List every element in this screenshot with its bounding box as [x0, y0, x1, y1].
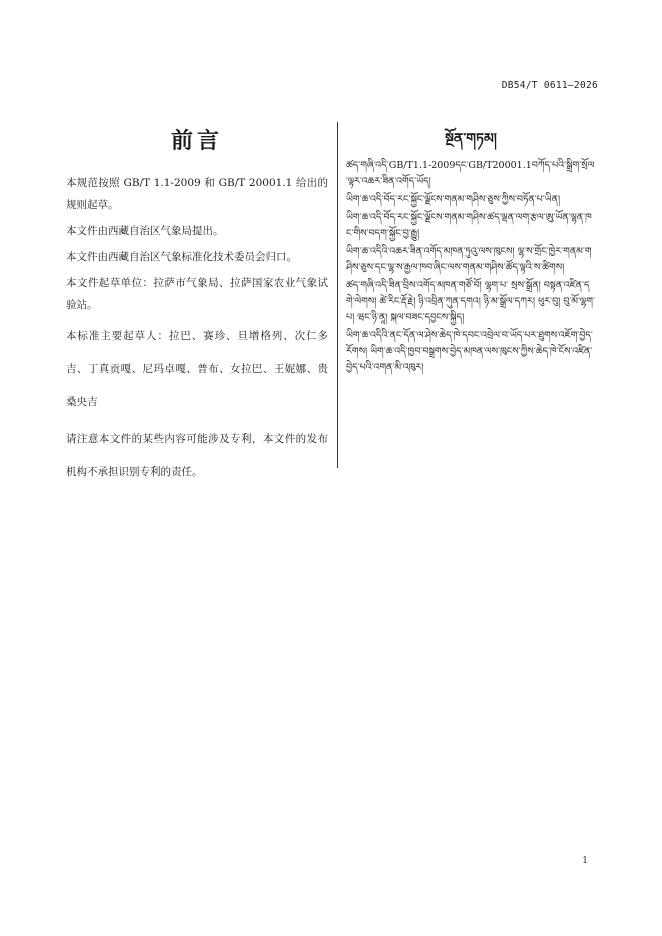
- chinese-column: [66, 122, 328, 493]
- paragraph-patent-notice: 请注意本文件的某些内容可能涉及专利，本文件的发布机构不承担识别专利的责任。: [66, 433, 328, 478]
- paragraph-drafting-units: 本文件起草单位：拉萨市气象局、拉萨国家农业气象试验站。: [66, 277, 328, 311]
- page-title-chinese: 前言: [170, 129, 223, 154]
- tibetan-paragraph-drafting-units: ཡིག་ཆ་འདིའི་འཆར་ཟིན་འགོད་མཁན་ཏུའུ་ལས་ཁུངས། ལྷ་ས་གྲོང་ཁྱེར་གནམ་གཤིས་ཅུས་དང་ལྷ་ས་རྒྱལ་ཁབ་ཞིང་ལས་གནམ་གཤིས་ཚོད་ལྟའི་ས་ཚིགས།: [346, 246, 592, 273]
- paragraph-proposer: 本文件由西藏自治区气象局提出。: [66, 225, 224, 237]
- column-divider: [337, 122, 338, 468]
- tibetan-paragraph-administrator: ཡིག་ཆ་འདི་བོད་རང་སྐྱོང་ལྗོངས་གནམ་གཤིས་ཚད་ལྡན་ལག་རྩལ་ཨུ་ཡོན་ལྷན་ཁང་གིས་བདག་སྐྱོང་བྱ་རྒྱུ།: [346, 212, 592, 239]
- document-code: DB54/T 0611—2026: [501, 80, 598, 91]
- tibetan-paragraph-drafters: ཚད་གཞི་འདི་ཟིན་བྲིས་འགོད་མཁན་གཙོ་བོ། ལྷག་པ་ སྲས་སྒྲོན། བསྟན་འཛིན་དགེ་ལེགས། ཚེ་རིང་རྡོ་རྗེ། ཉི་འབྲིན་ཀུན་དགའ། ཉི་མ་སྒྲོལ་དཀར། ཕུར་བུ། བུ་མོ་ལྷག་པ། ཝང་ཉི་ནཱ། སྐལ་བཟང་དབྱངས་སྐྱིད།: [346, 280, 595, 323]
- tibetan-paragraph-drafting-rules: ཚད་གཞི་འདི་GB/T1.1-2009དང་GB/T20001.1བཀོད་པའི་སྒྲིག་སྲོལ་ལྟར་འཆར་ཟིན་འགོད་ཡོད།: [346, 160, 595, 187]
- paragraph-drafting-rules: 本规范按照 GB/T 1.1-2009 和 GB/T 20001.1 给出的规则起草。: [66, 177, 328, 211]
- tibetan-paragraph-patent-notice: ཡིག་ཆ་འདིའི་ནང་དོན་ལ་ཤེས་ཆེད་ཁེ་དབང་འབྲེལ་བ་ཡོད་པར་ཐུགས་འཇོག་བྱེད་རོགས། ཡིག་ཆ་འདི་ཁྱབ་བསྒྲགས་བྱེད་མཁན་ལས་ཁུངས་ཀྱིས་ཆེད་ཁེ་ངོས་འཛིན་བྱེད་པའི་འགན་མི་འཁུར།: [346, 330, 593, 373]
- paragraph-drafters: 本标准主要起草人：拉巴、赛珍、旦增格列、次仁多吉、丁真贡嘎、尼玛卓嘎、普布、女拉巴、王妮娜、贵桑央吉: [66, 330, 328, 408]
- page-number: 1: [582, 856, 588, 866]
- page-title-tibetan: སྔོན་གཏམ།: [445, 131, 497, 147]
- tibetan-paragraph-proposer: ཡིག་ཆ་འདི་བོད་རང་སྐྱོང་ལྗོངས་གནམ་གཤིས་ཅུས་ཀྱིས་བཏོན་པ་ཡིན།: [346, 194, 561, 205]
- tibetan-column: [346, 128, 596, 378]
- paragraph-administrator: 本文件由西藏自治区气象标准化技术委员会归口。: [66, 251, 297, 263]
